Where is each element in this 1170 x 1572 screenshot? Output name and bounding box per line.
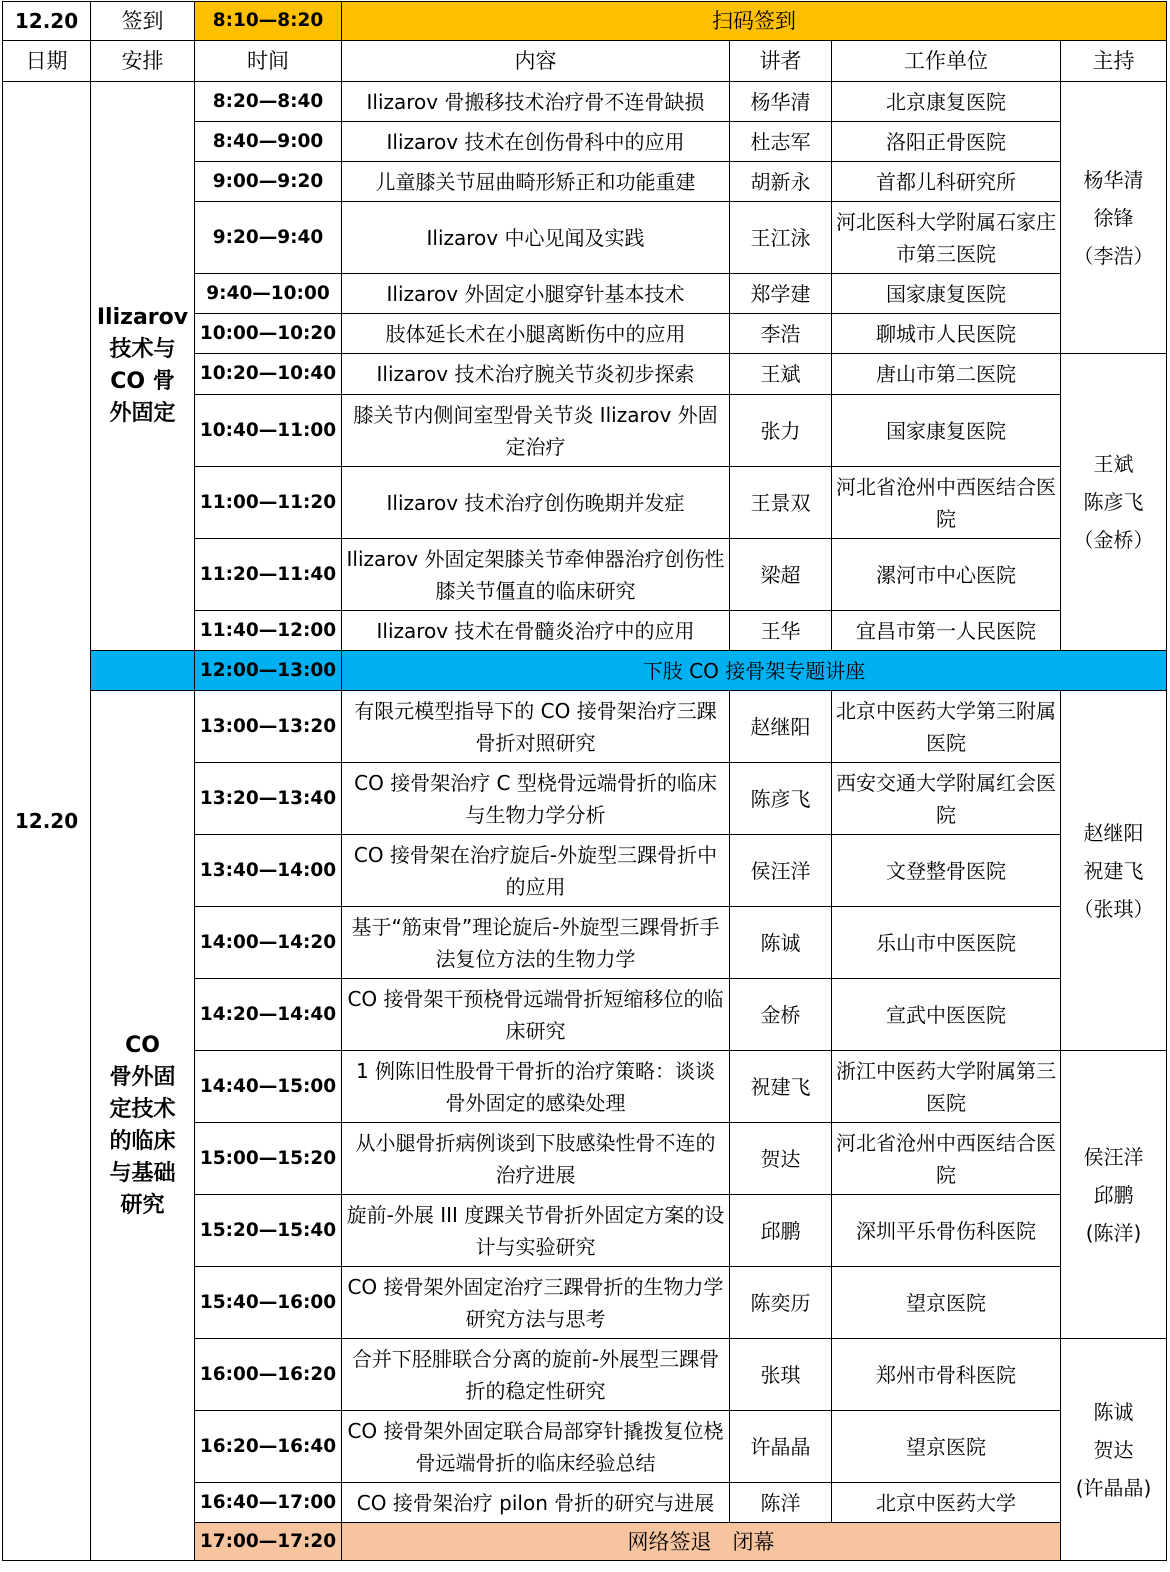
talk-time: 14:00—14:20 (195, 907, 342, 979)
talk-speaker: 王江泳 (730, 202, 832, 274)
talk-unit: 河北医科大学附属石家庄市第三医院 (832, 202, 1061, 274)
moderator-name: （李浩） (1073, 243, 1154, 268)
header-time: 时间 (195, 41, 342, 82)
session-title (91, 691, 195, 1561)
session-title-line: CO (125, 1032, 160, 1058)
header-unit: 工作单位 (832, 41, 1061, 82)
talk-time: 11:00—11:20 (195, 467, 342, 539)
moderator-name: 邱鹏 (1093, 1182, 1134, 1207)
closing-time: 17:00—17:20 (195, 1523, 342, 1561)
talk-speaker: 祝建飞 (730, 1051, 832, 1123)
signin-content: 扫码签到 (342, 2, 1167, 41)
talk-topic: Ilizarov 技术在骨髓炎治疗中的应用 (342, 611, 730, 651)
talk-speaker: 王斌 (730, 354, 832, 395)
session-title-line: 定技术 (109, 1096, 176, 1122)
session-row (3, 691, 1167, 763)
talk-speaker: 李浩 (730, 314, 832, 354)
talk-speaker: 王景双 (730, 467, 832, 539)
moderator-name: 贺达 (1093, 1437, 1134, 1462)
talk-time: 15:00—15:20 (195, 1123, 342, 1195)
talk-unit: 国家康复医院 (832, 395, 1061, 467)
talk-speaker: 陈彦飞 (730, 763, 832, 835)
talk-time: 13:00—13:20 (195, 691, 342, 763)
talk-topic: Ilizarov 中心见闻及实践 (342, 202, 730, 274)
talk-unit: 河北省沧州中西医结合医院 (832, 1123, 1061, 1195)
talk-speaker: 赵继阳 (730, 691, 832, 763)
signin-time: 8:10—8:20 (195, 2, 342, 41)
talk-speaker: 王华 (730, 611, 832, 651)
talk-time: 13:20—13:40 (195, 763, 342, 835)
session-title-line: Ilizarov (96, 305, 189, 330)
moderator-name: 徐锋 (1093, 205, 1134, 230)
talk-unit: 北京康复医院 (832, 82, 1061, 122)
talk-time: 16:40—17:00 (195, 1483, 342, 1523)
session-title-line: 外固定 (109, 401, 176, 426)
talk-unit: 文登整骨医院 (832, 835, 1061, 907)
talk-topic: 膝关节内侧间室型骨关节炎 Ilizarov 外固定治疗 (342, 395, 730, 467)
moderator-name: 陈诚 (1093, 1399, 1134, 1424)
talk-time: 15:20—15:40 (195, 1195, 342, 1267)
lunch-content: 下肢 CO 接骨架专题讲座 (342, 651, 1167, 691)
moderator-name: (许晶晶) (1075, 1475, 1152, 1500)
talk-topic: Ilizarov 骨搬移技术治疗骨不连骨缺损 (342, 82, 730, 122)
header-speaker: 讲者 (730, 41, 832, 82)
talk-unit: 唐山市第二医院 (832, 354, 1061, 395)
talk-speaker: 杨华清 (730, 82, 832, 122)
moderator-name: 杨华清 (1083, 167, 1144, 192)
talk-unit: 国家康复医院 (832, 274, 1061, 314)
header-content: 内容 (342, 41, 730, 82)
talk-topic: CO 接骨架治疗 pilon 骨折的研究与进展 (342, 1483, 730, 1523)
lunch-time: 12:00—13:00 (195, 651, 342, 691)
talk-unit: 望京医院 (832, 1411, 1061, 1483)
header-row (3, 41, 1167, 82)
talk-topic: CO 接骨架在治疗旋后-外旋型三踝骨折中的应用 (342, 835, 730, 907)
talk-speaker: 金桥 (730, 979, 832, 1051)
talk-topic: Ilizarov 技术治疗腕关节炎初步探索 (342, 354, 730, 395)
moderator-name: （金桥） (1073, 528, 1154, 552)
talk-unit: 浙江中医药大学附属第三医院 (832, 1051, 1061, 1123)
talk-speaker: 杜志军 (730, 122, 832, 162)
talk-topic: 1 例陈旧性股骨干骨折的治疗策略：谈谈骨外固定的感染处理 (342, 1051, 730, 1123)
talk-time: 10:00—10:20 (195, 314, 342, 354)
talk-topic: CO 接骨架外固定联合局部穿针撬拨复位桡骨远端骨折的临床经验总结 (342, 1411, 730, 1483)
talk-time: 9:40—10:00 (195, 274, 342, 314)
talk-time: 8:20—8:40 (195, 82, 342, 122)
moderator-group (1061, 354, 1167, 651)
session-title-line: 与基础 (109, 1160, 176, 1186)
talk-time: 15:40—16:00 (195, 1267, 342, 1339)
session-title-line: CO 骨 (110, 369, 175, 394)
signin-date: 12.20 (3, 2, 91, 41)
day-date: 12.20 (3, 82, 91, 1561)
header-arrange: 安排 (91, 41, 195, 82)
talk-unit: 乐山市中医医院 (832, 907, 1061, 979)
talk-speaker: 邱鹏 (730, 1195, 832, 1267)
lunch-arrange-cell (91, 651, 195, 691)
talk-topic: Ilizarov 外固定小腿穿针基本技术 (342, 274, 730, 314)
talk-speaker: 许晶晶 (730, 1411, 832, 1483)
session-row (3, 82, 1167, 122)
talk-speaker: 张琪 (730, 1339, 832, 1411)
closing-content: 网络签退 闭幕 (342, 1523, 1061, 1561)
talk-time: 10:20—10:40 (195, 354, 342, 395)
talk-topic: 儿童膝关节屈曲畸形矫正和功能重建 (342, 162, 730, 202)
talk-time: 11:40—12:00 (195, 611, 342, 651)
talk-topic: Ilizarov 外固定架膝关节牵伸器治疗创伤性膝关节僵直的临床研究 (342, 539, 730, 611)
talk-time: 9:20—9:40 (195, 202, 342, 274)
talk-unit: 望京医院 (832, 1267, 1061, 1339)
talk-speaker: 贺达 (730, 1123, 832, 1195)
talk-speaker: 梁超 (730, 539, 832, 611)
talk-unit: 北京中医药大学第三附属医院 (832, 691, 1061, 763)
talk-time: 16:00—16:20 (195, 1339, 342, 1411)
signin-row (3, 2, 1167, 41)
talk-unit: 宜昌市第一人民医院 (832, 611, 1061, 651)
talk-speaker: 郑学建 (730, 274, 832, 314)
talk-speaker: 张力 (730, 395, 832, 467)
talk-unit: 漯河市中心医院 (832, 539, 1061, 611)
talk-time: 10:40—11:00 (195, 395, 342, 467)
talk-unit: 河北省沧州中西医结合医院 (832, 467, 1061, 539)
moderator-group (1061, 1339, 1167, 1561)
signin-label: 签到 (91, 2, 195, 41)
moderator-group (1061, 691, 1167, 1051)
talk-unit: 聊城市人民医院 (832, 314, 1061, 354)
lunch-row (3, 651, 1167, 691)
moderator-name: 赵继阳 (1083, 820, 1144, 845)
talk-unit: 深圳平乐骨伤科医院 (832, 1195, 1061, 1267)
moderator-name: （张琪） (1073, 896, 1154, 921)
header-host: 主持 (1061, 41, 1167, 82)
talk-speaker: 陈洋 (730, 1483, 832, 1523)
session-title-line: 骨外固 (109, 1064, 176, 1090)
moderator-group (1061, 82, 1167, 354)
header-date: 日期 (3, 41, 91, 82)
talk-unit: 宣武中医医院 (832, 979, 1061, 1051)
talk-topic: 有限元模型指导下的 CO 接骨架治疗三踝骨折对照研究 (342, 691, 730, 763)
talk-time: 8:40—9:00 (195, 122, 342, 162)
moderator-name: (陈洋) (1085, 1220, 1142, 1245)
talk-speaker: 侯汪洋 (730, 835, 832, 907)
talk-unit: 郑州市骨科医院 (832, 1339, 1061, 1411)
talk-topic: 从小腿骨折病例谈到下肢感染性骨不连的治疗进展 (342, 1123, 730, 1195)
talk-speaker: 陈诚 (730, 907, 832, 979)
schedule-table (2, 1, 1167, 1561)
talk-unit: 首都儿科研究所 (832, 162, 1061, 202)
talk-time: 16:20—16:40 (195, 1411, 342, 1483)
talk-time: 9:00—9:20 (195, 162, 342, 202)
talk-unit: 西安交通大学附属红会医院 (832, 763, 1061, 835)
talk-time: 14:40—15:00 (195, 1051, 342, 1123)
talk-topic: 合并下胫腓联合分离的旋前-外展型三踝骨折的稳定性研究 (342, 1339, 730, 1411)
talk-time: 13:40—14:00 (195, 835, 342, 907)
talk-unit: 洛阳正骨医院 (832, 122, 1061, 162)
talk-topic: CO 接骨架外固定治疗三踝骨折的生物力学研究方法与思考 (342, 1267, 730, 1339)
talk-topic: Ilizarov 技术治疗创伤晚期并发症 (342, 467, 730, 539)
session-title-line: 研究 (120, 1192, 165, 1218)
talk-topic: 旋前-外展 III 度踝关节骨折外固定方案的设计与实验研究 (342, 1195, 730, 1267)
session-title-line: 的临床 (109, 1128, 176, 1154)
talk-topic: 基于“筋束骨”理论旋后-外旋型三踝骨折手法复位方法的生物力学 (342, 907, 730, 979)
talk-time: 11:20—11:40 (195, 539, 342, 611)
talk-topic: Ilizarov 技术在创伤骨科中的应用 (342, 122, 730, 162)
talk-topic: 肢体延长术在小腿离断伤中的应用 (342, 314, 730, 354)
moderator-group (1061, 1051, 1167, 1339)
talk-time: 14:20—14:40 (195, 979, 342, 1051)
talk-unit: 北京中医药大学 (832, 1483, 1061, 1523)
session-title (91, 82, 195, 651)
moderator-name: 陈彦飞 (1083, 490, 1144, 514)
talk-speaker: 胡新永 (730, 162, 832, 202)
moderator-name: 王斌 (1093, 452, 1134, 476)
session-title-line: 技术与 (109, 337, 176, 362)
talk-topic: CO 接骨架治疗 C 型桡骨远端骨折的临床与生物力学分析 (342, 763, 730, 835)
talk-speaker: 陈奕历 (730, 1267, 832, 1339)
moderator-name: 侯汪洋 (1083, 1144, 1144, 1169)
moderator-name: 祝建飞 (1083, 858, 1144, 883)
talk-topic: CO 接骨架干预桡骨远端骨折短缩移位的临床研究 (342, 979, 730, 1051)
